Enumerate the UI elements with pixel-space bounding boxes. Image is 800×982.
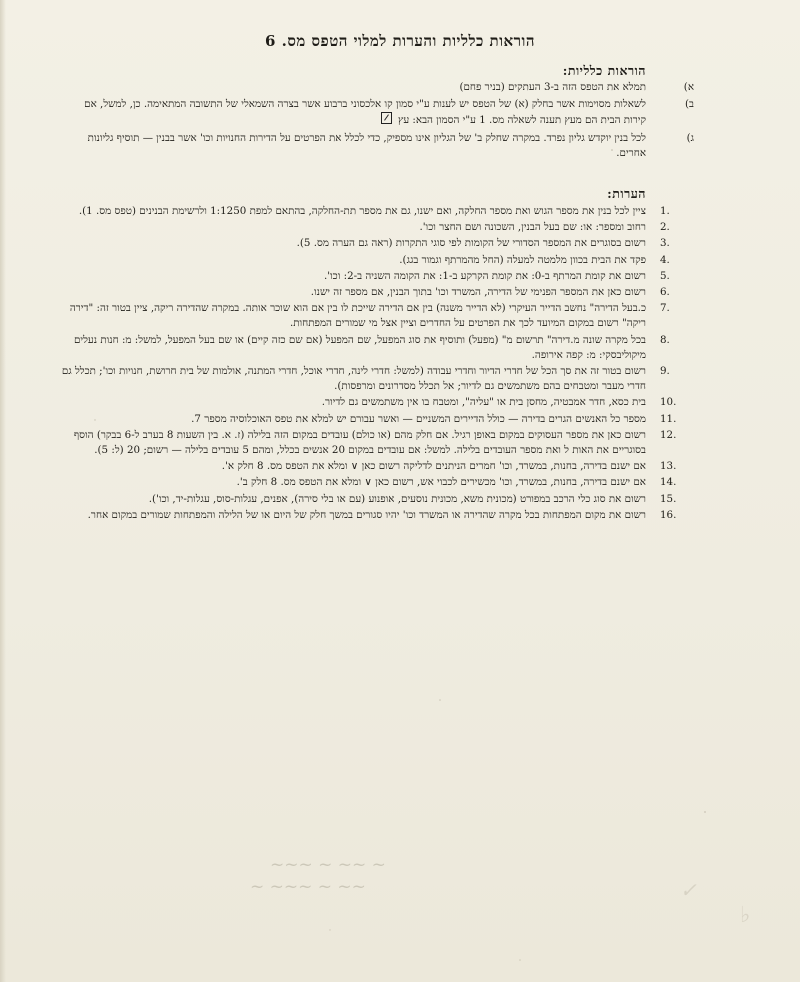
faint-pencil-mark: ♭	[740, 903, 751, 928]
note-number: 4.	[660, 253, 670, 266]
note-item	[60, 412, 677, 427]
note-item	[60, 508, 677, 523]
note-item	[60, 301, 670, 331]
note-item	[60, 364, 670, 394]
faint-handwriting-mark: ~~ ~ ~~~ ~	[250, 877, 366, 897]
note-text: כ.בעל הדירה" נחשב הדייר העיקרי (לא הדייר משנה) בין אם הדירה שייכת לו בין אם הוא שוכר אותה. במקרה שהדירה ריקה, ציין בטור זה: "דירה ריקה" רשום במקום המיועד לכך את הפרטים על החדרים וציין אצל מי שמורים המפתחות.	[69, 302, 646, 330]
general-item-text: לכל בנין יוקדש גליון נפרד. במקרה שחלק ב' של הגליון אינו מספיק, כדי לכלל את הפרטים על הדירות החנויות וכו' אשר בבנין — תוסיף גליונות אחרים.	[87, 131, 646, 159]
general-item-a	[60, 80, 694, 95]
note-item	[60, 475, 677, 490]
page-title: הוראות כלליות והערות למלוי הטפס מס. 6	[264, 32, 536, 50]
note-text: רשום את מקום המפתחות בכל מקרה שהדירה או המשרד וכו' יהיו סגורים במשך חלק של היום או של הלילה והמפתחות שמורים במקום אחר.	[87, 508, 646, 521]
note-text: רחוב ומספר: או: שם בעל הבנין, השכונה ושם החצר וכו'.	[419, 221, 646, 234]
note-number: 14.	[660, 476, 677, 489]
note-item	[60, 428, 677, 458]
note-number: 3.	[660, 237, 670, 250]
note-number: 2.	[660, 221, 670, 234]
general-instructions-heading: הוראות כלליות:	[562, 63, 646, 78]
note-text: רשום כאן את מספר העסוקים במקום באופן רגיל. אם חלק מהם (או כולם) עובדים במקום הזה בלילה (ז. א. בין השעות 8 בערב ל-6 בבקר) הוסף בסוגריים את האות ל ואת מספר העובדים בלילה. למשל: אם עובדים במקום 20 אנשים בכלל, ומהם 5 עובדים בלילה — רשום; 20 (ל: 5).	[73, 428, 646, 457]
general-item-text: לשאלות מסוימות אשר בחלק (א) של הטפס יש לענות ע"י סמון קו אלכסוני ברבוע אשר בצרה השמאלי של התשובה המתאימה. כן, למשל, אם קירות הבית הם מעץ תענה לשאלה מס. 1 ע"י הסמון הבא: עץ	[84, 98, 646, 127]
note-number: 15.	[660, 492, 677, 505]
note-item	[60, 333, 670, 363]
notes-heading: הערות:	[607, 186, 646, 201]
checked-box-example-icon	[381, 112, 392, 124]
note-text: רשום כאן את המספר הפנימי של הדירה, המשרד וכו' בתוך הבנין, אם מספר זה ישנו.	[310, 286, 646, 299]
note-number: 9.	[660, 365, 670, 378]
note-number: 11.	[660, 412, 677, 425]
general-item-marker: ב)	[685, 98, 694, 111]
note-item	[60, 236, 670, 251]
note-text: רשום את סוג כלי הרכב במפורט (מכונית משא, מכונית נוסעים, אופנוע (עם או בלי סירה), אפנים, עגלות-סוס, עגלות-יד, וכו').	[148, 492, 646, 505]
note-number: 6.	[660, 286, 670, 299]
note-number: 5.	[660, 269, 670, 282]
general-item-b	[60, 97, 694, 128]
note-text: מספר כל האנשים הגרים בדירה — כולל הדיירים המשניים — ואשר עבורם יש למלא את טפס האוכלוסיה מספר 7.	[191, 412, 646, 425]
note-item	[60, 253, 670, 268]
note-number: 8.	[660, 333, 670, 346]
notes-list	[60, 204, 677, 524]
note-item	[60, 204, 670, 219]
note-number: 10.	[660, 396, 677, 409]
general-item-text: תמלא את הטפס הזה ב-3 העתקים (בניר פחם)	[459, 81, 646, 93]
note-text: אם ישנם בדירה, בחנות, במשרד, וכו' חמרים הניתנים לדליקה רשום כאן ∨ ומלא את הטפס מס. 8 חלק א'.	[221, 460, 646, 473]
note-text: רשום בטור זה את סך הכל של חדרי הדיור וחדרי עבודה (למשל: חדרי לינה, חדרי אוכל, חדרי המתנה, אולמות של בית חרושת, חנויות וכו'; תכלל גם חדרי מעבר ומטבחים בהם משתמשים גם לדיור; אל תכלל מסדרונים ומרפסות).	[61, 365, 646, 393]
note-number: 1.	[660, 205, 670, 217]
general-item-c	[60, 131, 694, 161]
general-item-marker: ג)	[686, 131, 694, 144]
note-text: רשום את קומת המרתף ב-0: את קומת הקרקע ב-1: את הקומה השניה ב-2: וכו'.	[323, 269, 646, 282]
note-number: 7.	[660, 302, 670, 315]
note-item	[60, 285, 670, 300]
general-instructions-list	[60, 80, 694, 161]
note-text: פקד את הבית בכוון מלמטה למעלה (החל מהמרתף וגמור בגג).	[399, 253, 646, 266]
note-item	[60, 269, 670, 284]
note-text: ציין לכל בנין את מספר הגוש ואת מספר החלקה, ואם ישנו, גם את מספר תת-החלקה, בהתאם למפת 1:1250 ולרשימת הבנינים (טפס מס. 1).	[78, 205, 646, 217]
general-item-marker: א)	[683, 81, 694, 93]
note-item	[60, 395, 677, 410]
paper-edge-shadow	[0, 0, 6, 982]
faint-handwriting-mark: ~ ~~ ~ ~~~	[270, 855, 386, 875]
note-item	[60, 459, 677, 474]
note-item	[60, 220, 670, 235]
note-text: בית כסא, חדר אמבטיה, מחסן בית או "עליה", ומטבח בו אין משתמשים גם לדיור.	[321, 396, 646, 409]
note-text: בכל מקרה שונה מ.דירה" תרשום מ" (מפעל) ותוסיף את סוג המפעל, שם המפעל (אם שם כזה קיים) או שם בעל המפעל, למשל: מ: חנות נעלים מיקוליבסקי: מ: קפה אירופה.	[73, 333, 646, 361]
note-number: 16.	[660, 508, 677, 521]
note-text: רשום בסוגרים את המספר הסדורי של הקומות לפי סוגי התקרות (ראה גם הערה מס. 5).	[296, 237, 646, 250]
note-number: 13.	[660, 460, 677, 473]
note-number: 12.	[660, 428, 677, 441]
faint-pencil-mark: ✓	[680, 878, 697, 902]
note-item	[60, 492, 677, 507]
note-text: אם ישנם בדירה, בחנות, במשרד, וכו' מכשירים לכבוי אש, רשום כאן ∨ ומלא את הטפס מס. 8 חלק ב'.	[236, 476, 646, 489]
